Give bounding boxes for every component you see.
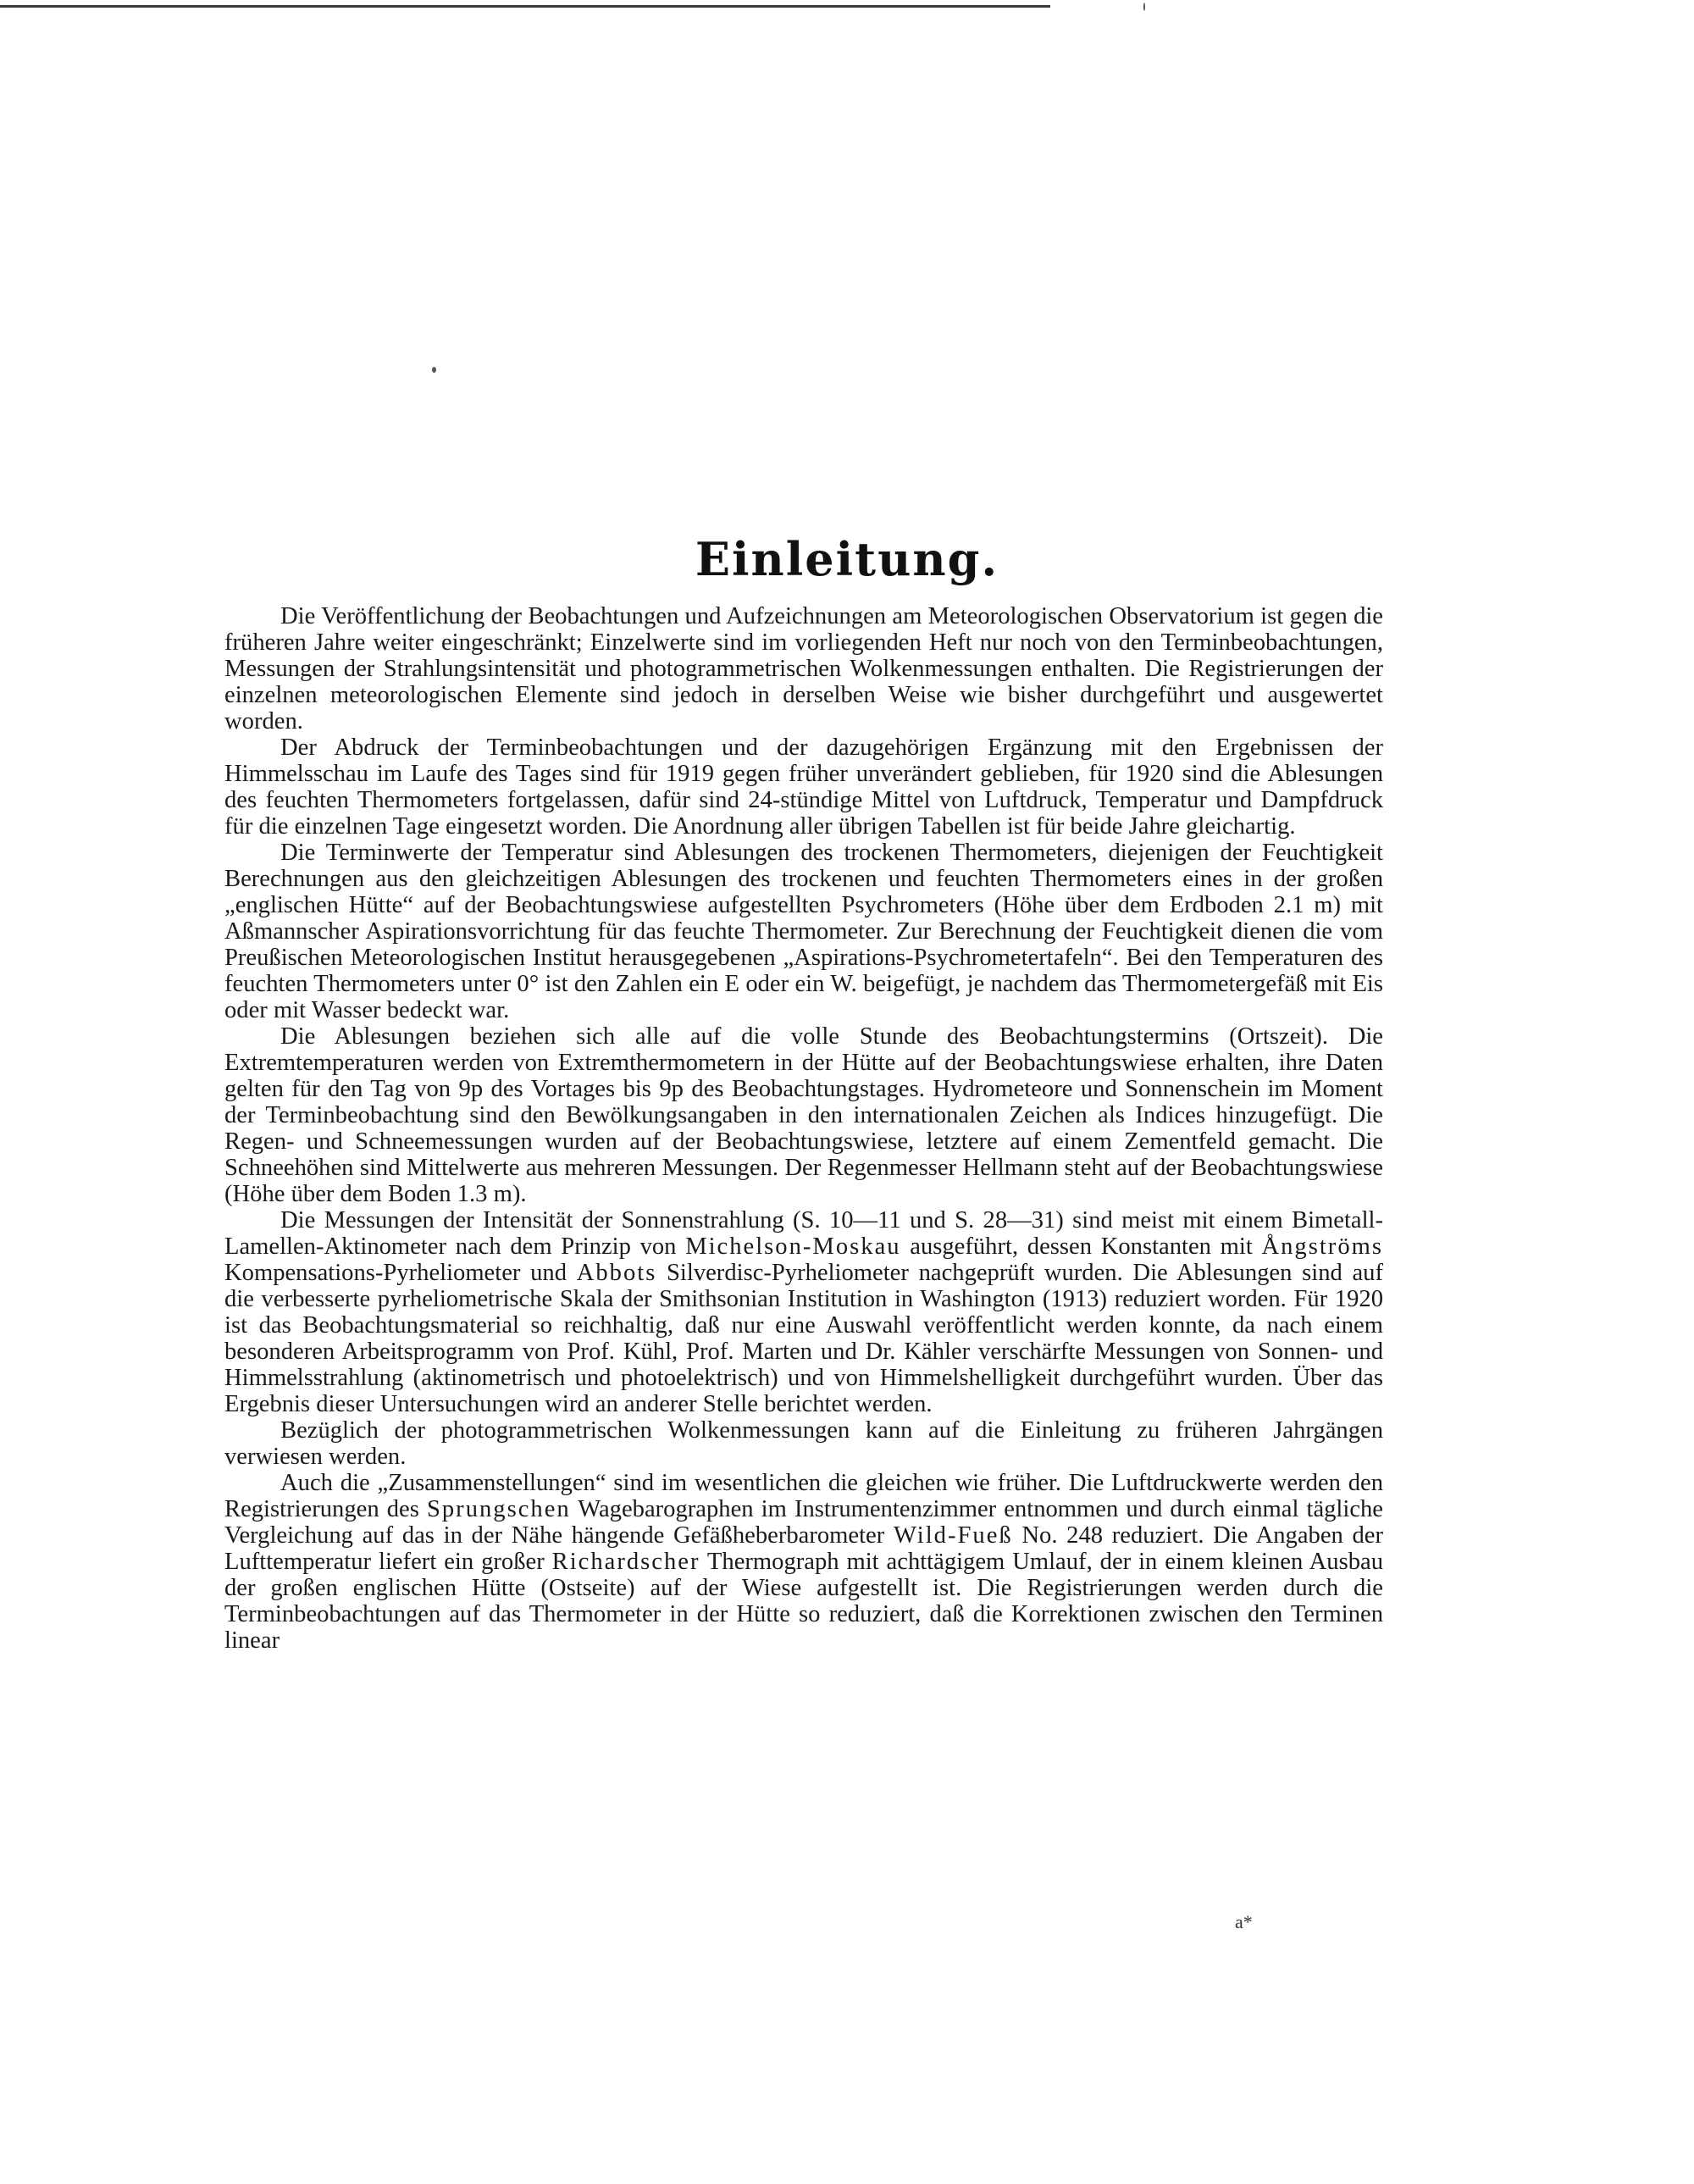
spaced-name: Richardscher — [551, 1549, 700, 1575]
signature-mark: a* — [1235, 1911, 1253, 1932]
text-segment: ausgeführt, dessen Konstanten mit — [900, 1233, 1262, 1260]
scan-speck — [1143, 3, 1145, 11]
text-segment: Die Messungen der Intensität der Sonnenstrahlung (S. 10—11 und S. 28—31) sind meist mit einem Bimetall-Lamellen-Aktinometer nach dem Prinzip von — [224, 1207, 1383, 1260]
text-segment: Thermograph mit achttägigem Umlauf, der in einem kleinen Ausbau der großen englischen Hütte (Ostseite) auf der Wiese aufgestellt ist. Die Registrierungen werden durch die Terminbeobachtungen auf das Thermometer in der Hütte so reduziert, daß die Korrektionen zwischen den Terminen linear — [224, 1549, 1383, 1654]
paragraph — [224, 603, 1383, 734]
spaced-name: Wild-Fueß — [893, 1522, 1013, 1549]
text-segment: Bezüglich der photogrammetrischen Wolkenmessungen kann auf die Einleitung zu früheren Jahrgängen verwiesen werden. — [224, 1417, 1383, 1470]
text-segment: Die Veröffentlichung der Beobachtungen und Aufzeichnungen am Meteorologischen Observatorium ist gegen die früheren Jahre weiter eingeschränkt; Einzelwerte sind im vorliegenden Heft nur noch von den Terminbeobachtungen, Messungen der Strahlungsintensität und photogrammetrischen Wolkenmessungen enthalten. Die Registrierungen der einzelnen meteorologischen Elemente sind jedoch in derselben Weise wie bisher durchgeführt und ausgewertet worden. — [224, 603, 1383, 734]
paragraph — [224, 840, 1383, 1023]
paragraph — [224, 1023, 1383, 1207]
paragraph — [224, 1470, 1383, 1654]
page-title: Einleitung. — [695, 532, 999, 586]
text-segment: Wagebarographen im Instrumentenzimmer entnommen und durch einmal tägliche Vergleichung auf das in der Nähe hängende Gefäßheberbarometer — [224, 1496, 1383, 1549]
text-segment: Die Terminwerte der Temperatur sind Ablesungen des trockenen Thermometers, diejenigen der Feuchtigkeit Berechnungen aus den gleichzeitigen Ablesungen des trockenen und feuchten Thermometers eines in der großen „englischen Hütte“ auf der Beobachtungswiese aufgestellten Psychrometers (Höhe über dem Erdboden 2.1 m) mit Aßmannscher Aspirationsvorrichtung für das feuchte Thermometer. Zur Berechnung der Feuchtigkeit dienen die vom Preußischen Meteorologischen Institut herausgegebenen „Aspirations-Psychrometertafeln“. Bei den Temperaturen des feuchten Thermometers unter 0° ist den Zahlen ein E oder ein W. beigefügt, je nachdem das Thermometergefäß mit Eis oder mit Wasser bedeckt war. — [224, 840, 1383, 1023]
spaced-name: Michelson-Moskau — [685, 1233, 901, 1260]
spaced-name: Ångströms — [1261, 1233, 1383, 1260]
top-rule — [0, 5, 1050, 8]
paragraph — [224, 1207, 1383, 1417]
spaced-name: Abbots — [576, 1260, 657, 1286]
scan-speck — [432, 367, 436, 373]
text-segment: Der Abdruck der Terminbeobachtungen und der dazugehörigen Ergänzung mit den Ergebnissen der Himmelsschau im Laufe des Tages sind für 1919 gegen früher unverändert geblieben, für 1920 sind die Ablesungen des feuchten Thermometers fortgelassen, dafür sind 24-stündige Mittel von Luftdruck, Temperatur und Dampfdruck für die einzelnen Tage eingesetzt worden. Die Anordnung aller übrigen Tabellen ist für beide Jahre gleichartig. — [224, 734, 1383, 840]
text-segment: Silverdisc-Pyrheliometer nachgeprüft wurden. Die Ablesungen sind auf die verbesserte pyrheliometrische Skala der Smithsonian Institution in Washington (1913) reduziert worden. Für 1920 ist das Beobachtungsmaterial so reichhaltig, daß nur eine Auswahl veröffentlicht werden konnte, da nach einem besonderen Arbeitsprogramm von Prof. Kühl, Prof. Marten und Dr. Kähler verschärfte Messungen von Sonnen- und Himmelsstrahlung (aktinometrisch und photoelektrisch) und von Himmelshelligkeit durchgeführt wurden. Über das Ergebnis dieser Untersuchungen wird an anderer Stelle berichtet werden. — [224, 1260, 1383, 1417]
text-segment: Kompensations-Pyrheliometer und — [224, 1260, 577, 1286]
body-text — [224, 603, 1383, 1654]
text-segment: Die Ablesungen beziehen sich alle auf die volle Stunde des Beobachtungstermins (Ortszeit). Die Extremtemperaturen werden von Extremthermometern in der Hütte auf der Beobachtungswiese erhalten, ihre Daten gelten für den Tag von 9p des Vortages bis 9p des Beobachtungstages. Hydrometeore und Sonnenschein im Moment der Terminbeobachtung sind den Bewölkungsangaben in den internationalen Zeichen als Indices hinzugefügt. Die Regen- und Schneemessungen wurden auf der Beobachtungswiese, letztere auf einem Zementfeld gemacht. Die Schneehöhen sind Mittelwerte aus mehreren Messungen. Der Regenmesser Hellmann steht auf der Beobachtungswiese (Höhe über dem Boden 1.3 m). — [224, 1023, 1383, 1207]
paragraph — [224, 734, 1383, 840]
spaced-name: Sprungschen — [426, 1496, 571, 1522]
text-segment: Auch die „Zusammenstellungen“ sind im wesentlichen die gleichen wie früher. Die Luftdruckwerte werden den Registrierungen des — [224, 1470, 1383, 1522]
paragraph — [224, 1417, 1383, 1470]
text-segment: No. 248 reduziert. Die Angaben der Lufttemperatur liefert ein großer — [224, 1522, 1383, 1575]
